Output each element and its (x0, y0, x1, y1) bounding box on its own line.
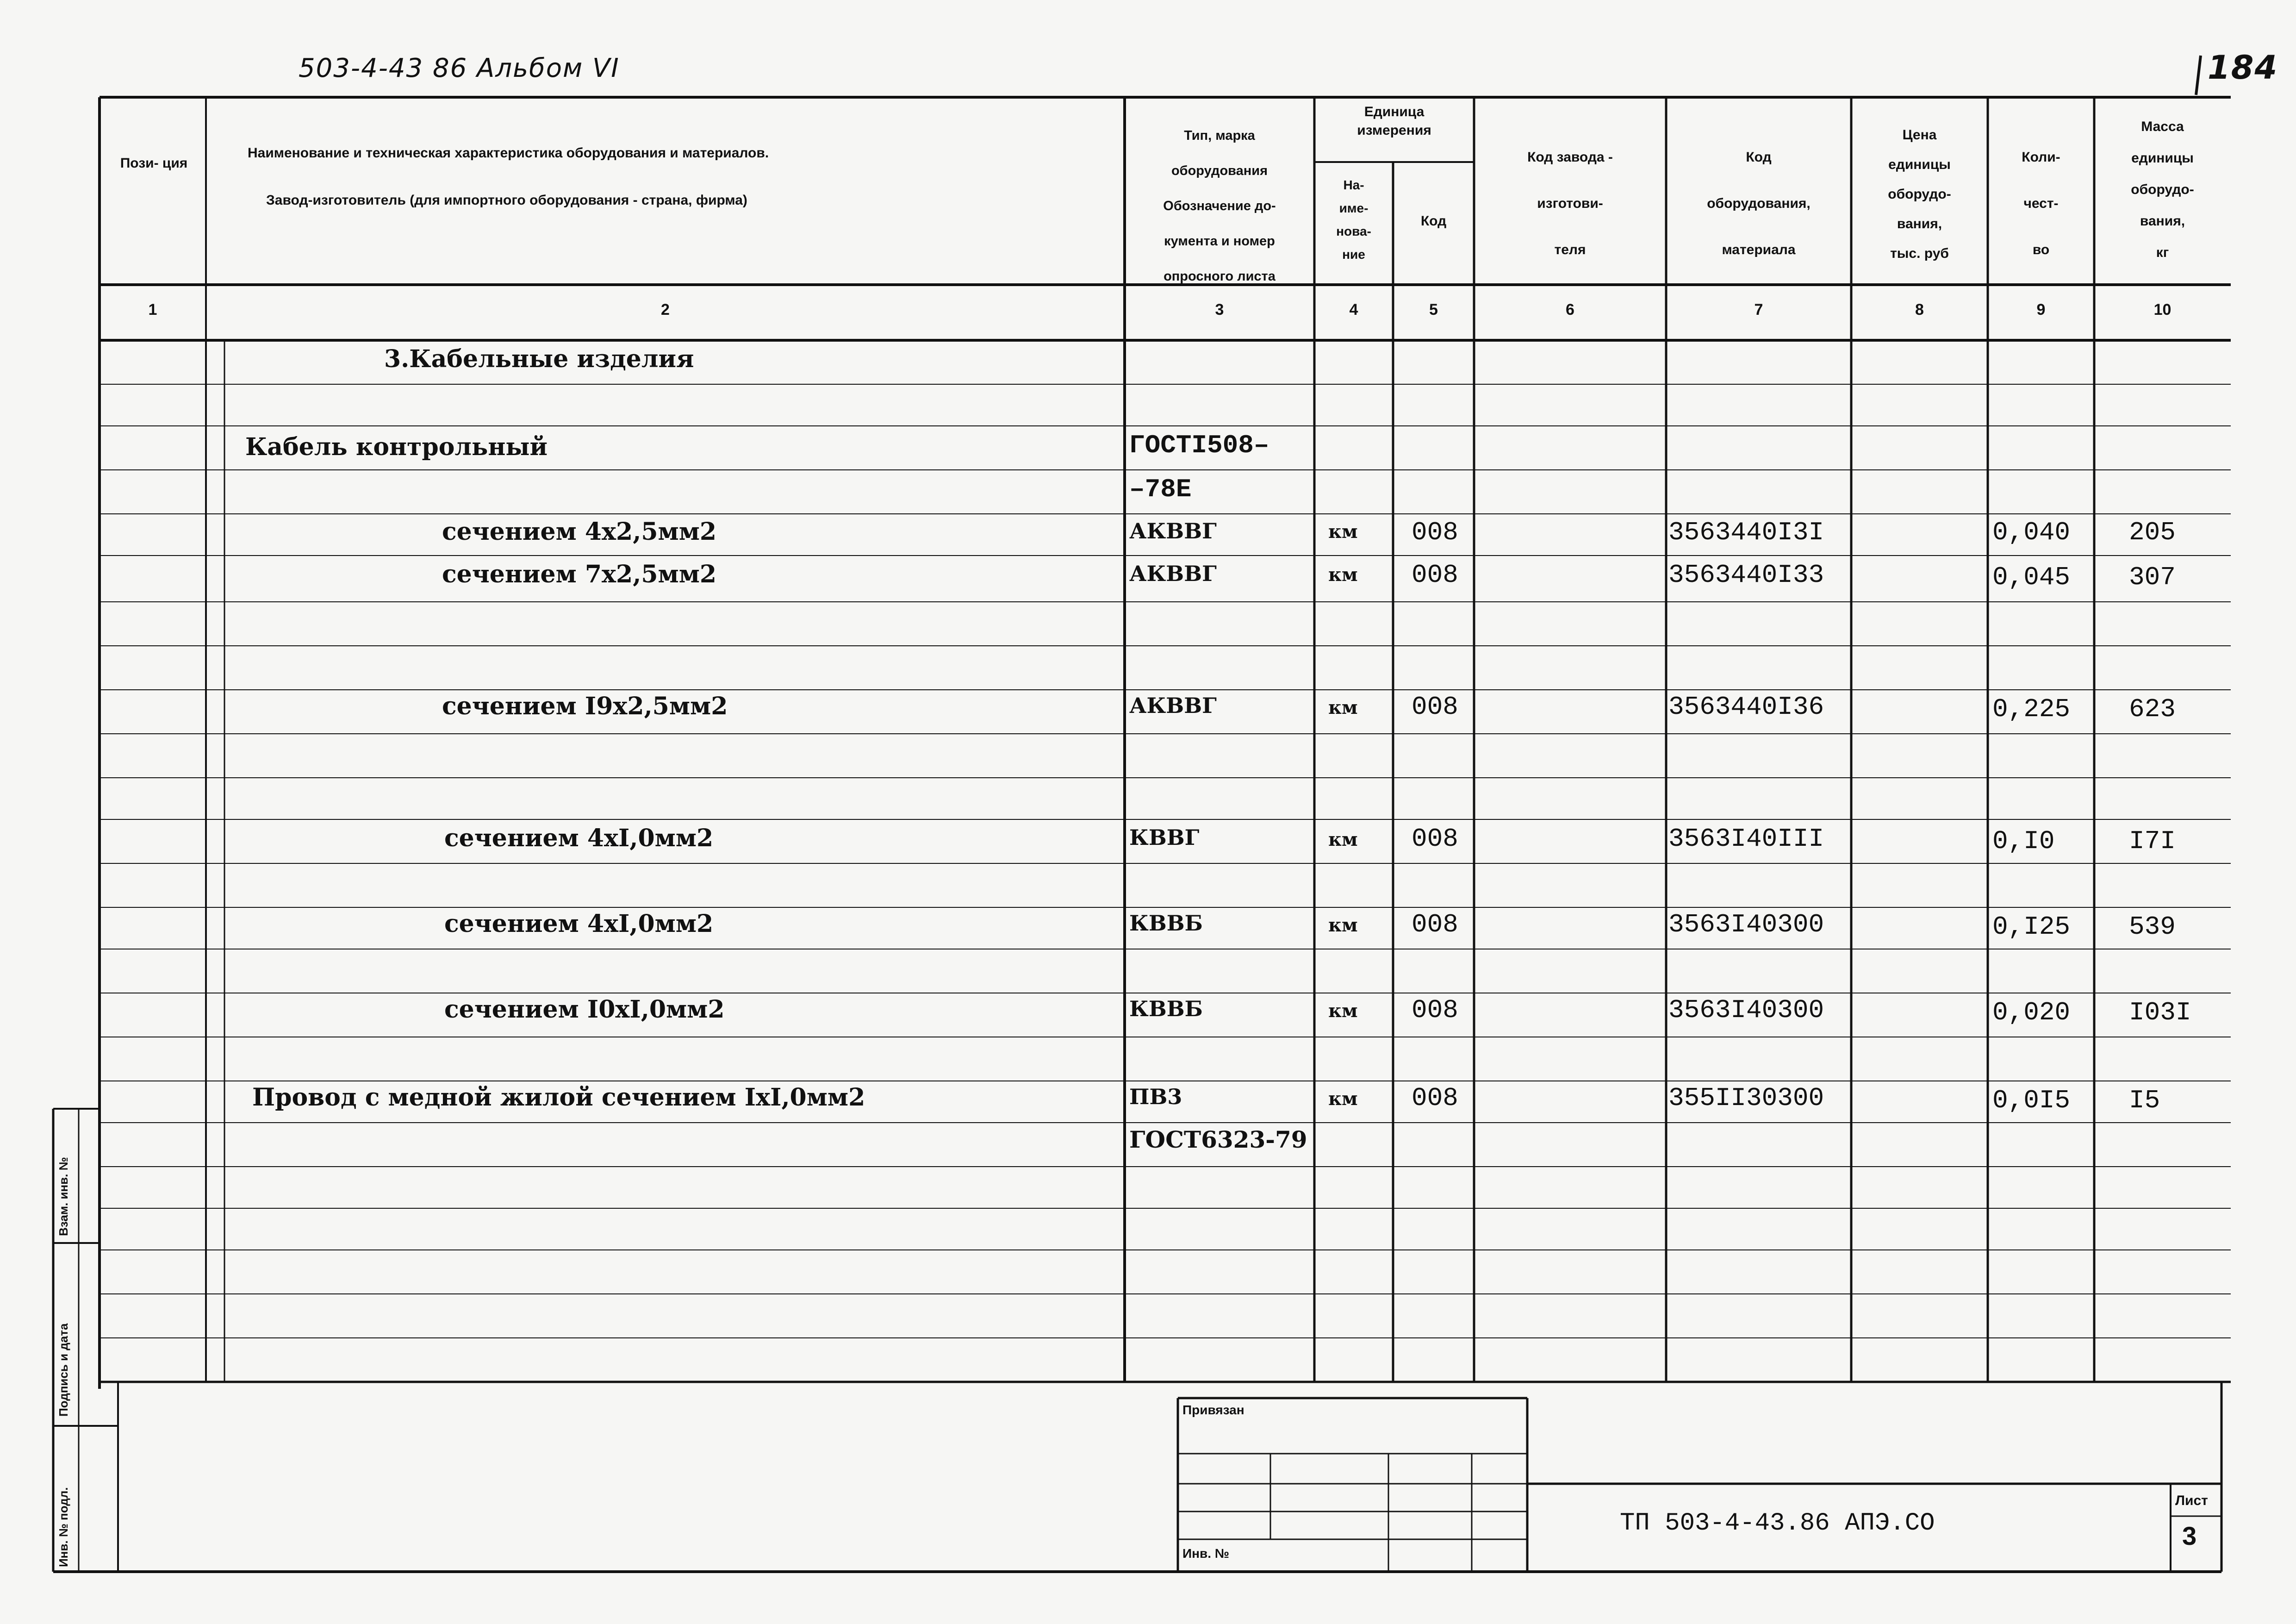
header-unit-name-line: име- (1339, 201, 1369, 215)
header-unit-name (1317, 174, 1391, 266)
item-mass: 307 (2129, 562, 2176, 592)
item-qty: 0,020 (1992, 998, 2071, 1027)
item-type: АКВВГ (1129, 518, 1217, 543)
col-number: 2 (661, 301, 670, 319)
item-qty: 0,0I5 (1992, 1086, 2071, 1115)
item-unit: км (1328, 521, 1358, 543)
side-label-signature: Подпись и дата (56, 1323, 70, 1417)
header-unit-name-line: На- (1343, 178, 1364, 192)
header-mass-line: единицы (2131, 150, 2194, 166)
header-price-line: вания, (1897, 216, 1942, 231)
header-mass-line: оборудо- (2131, 182, 2194, 197)
item-type: АКВВГ (1129, 693, 1217, 718)
item-equip-code: 3563I40III (1668, 824, 1824, 854)
item-type: ПВ3 (1129, 1084, 1182, 1109)
header-mass-line: кг (2156, 245, 2169, 260)
item-qty: 0,045 (1992, 562, 2071, 592)
item-unit: км (1328, 1088, 1358, 1110)
col-number: 4 (1349, 301, 1358, 319)
header-equip-line: материала (1722, 242, 1796, 257)
header-qty-line: во (2032, 242, 2050, 257)
item-unit: км (1328, 564, 1358, 586)
item-type: ГОСТI508– (1129, 431, 1269, 460)
item-equip-code: 3563440I3I (1668, 518, 1824, 547)
item-mass: 539 (2129, 912, 2176, 942)
header-mass (2097, 111, 2228, 269)
item-code: 008 (1412, 824, 1458, 854)
header-equip-line: Код (1746, 150, 1772, 165)
item-equip-code: 3563I40300 (1668, 910, 1824, 939)
stamp-privyazan: Привязан (1182, 1403, 1244, 1417)
side-label-replace: Взам. инв. № (56, 1157, 70, 1236)
item-type: КВВБ (1129, 996, 1203, 1021)
header-type-line: кумента и номер (1164, 234, 1275, 249)
header-unit-code: Код (1420, 213, 1447, 229)
item-qty: 0,225 (1992, 694, 2071, 724)
header-equip-line: оборудования, (1707, 196, 1811, 211)
header-position: Пози- ция (120, 156, 188, 171)
item-qty: 0,I0 (1992, 826, 2055, 856)
header-name-line1: Наименование и техническая характеристика оборудования и материалов. (248, 145, 769, 161)
item-name: сечением 7х2,5мм2 (442, 560, 717, 588)
item-mass: 623 (2129, 694, 2176, 724)
album-title: 503-4-43 86 Альбом VI (299, 53, 620, 83)
item-code: 008 (1412, 692, 1458, 722)
item-name: сечением 4х2,5мм2 (442, 518, 717, 546)
item-code: 008 (1412, 560, 1458, 590)
header-equip-code (1668, 134, 1849, 273)
header-mass-line: Масса (2141, 119, 2184, 134)
item-unit: км (1328, 697, 1358, 718)
item-unit: км (1328, 1000, 1358, 1022)
col-number: 6 (1566, 301, 1574, 319)
doc-code: ТП 503-4-43.86 АПЭ.СО (1620, 1509, 1935, 1537)
col-number: 10 (2153, 301, 2172, 319)
header-maker-line: Код завода - (1527, 150, 1613, 165)
item-code: 008 (1412, 995, 1458, 1025)
header-price-line: тыс. руб (1890, 246, 1949, 261)
item-name: Провод с медной жилой сечением IхI,0мм2 (252, 1083, 865, 1112)
header-name-line2: Завод-изготовитель (для импортного оборудования - страна, фирма) (266, 193, 747, 208)
section-title: 3.Кабельные изделия (384, 345, 694, 373)
side-label-inventory: Инв. № подл. (56, 1487, 70, 1567)
col-number: 7 (1754, 301, 1763, 319)
item-mass: I5 (2129, 1086, 2160, 1115)
header-maker-code (1476, 134, 1664, 273)
header-price-line: оборудо- (1888, 187, 1951, 202)
col-number: 5 (1429, 301, 1438, 319)
item-equip-code: 355II30300 (1668, 1083, 1824, 1113)
header-type-line: опросного листа (1164, 269, 1276, 284)
item-unit: км (1328, 829, 1358, 850)
header-qty-line: чест- (2023, 196, 2059, 211)
header-price-line: единицы (1888, 157, 1951, 172)
item-type: АКВВГ (1129, 561, 1217, 586)
item-name: сечением 4хI,0мм2 (444, 910, 714, 938)
item-code: 008 (1412, 910, 1458, 939)
header-type-line: Тип, марка (1184, 128, 1255, 143)
sheet-number-handwritten: 184 (2208, 49, 2278, 87)
col-number: 1 (148, 301, 157, 319)
header-unit-group (1317, 103, 1472, 140)
item-code: 008 (1412, 1083, 1458, 1113)
item-mass: I7I (2129, 826, 2176, 856)
header-maker-line: изготови- (1537, 196, 1603, 211)
item-name: сечением 4хI,0мм2 (444, 824, 714, 852)
item-equip-code: 3563I40300 (1668, 995, 1824, 1025)
col-number: 3 (1215, 301, 1224, 319)
item-equip-code: 3563440I33 (1668, 560, 1824, 590)
header-price (1854, 120, 1985, 269)
header-unit-name-line: ние (1342, 247, 1365, 262)
col-number: 8 (1915, 301, 1924, 319)
sheet-label: Лист (2175, 1493, 2208, 1508)
sheet-number: 3 (2182, 1521, 2197, 1550)
header-qty (1990, 134, 2092, 273)
header-type-line: Обозначение до- (1163, 199, 1276, 213)
item-type: ГОСТ6323-79 (1129, 1126, 1307, 1153)
header-type-line: оборудования (1171, 163, 1268, 178)
header-mass-line: вания, (2140, 213, 2185, 229)
item-mass: 205 (2129, 518, 2176, 547)
stamp-inv-no: Инв. № (1182, 1546, 1230, 1561)
item-name: Кабель контрольный (245, 433, 548, 461)
item-qty: 0,I25 (1992, 912, 2071, 942)
item-unit: км (1328, 914, 1358, 936)
header-unit-name-line: нова- (1336, 224, 1371, 238)
item-mass: I03I (2129, 998, 2191, 1027)
item-qty: 0,040 (1992, 518, 2071, 547)
item-name: сечением I0хI,0мм2 (444, 995, 725, 1024)
item-name: сечением I9х2,5мм2 (442, 692, 728, 720)
header-maker-line: теля (1554, 242, 1586, 257)
item-equip-code: 3563440I36 (1668, 692, 1824, 722)
header-type (1127, 118, 1312, 294)
header-price-line: Цена (1902, 127, 1937, 143)
header-unit-line: измерения (1357, 123, 1431, 138)
header-unit-line: Единица (1364, 104, 1425, 119)
item-code: 008 (1412, 518, 1458, 547)
header-qty-line: Коли- (2022, 150, 2060, 165)
item-type: КВВБ (1129, 911, 1203, 936)
col-number: 9 (2036, 301, 2046, 319)
item-type: КВВГ (1129, 825, 1200, 850)
item-type: –78Е (1129, 475, 1192, 504)
